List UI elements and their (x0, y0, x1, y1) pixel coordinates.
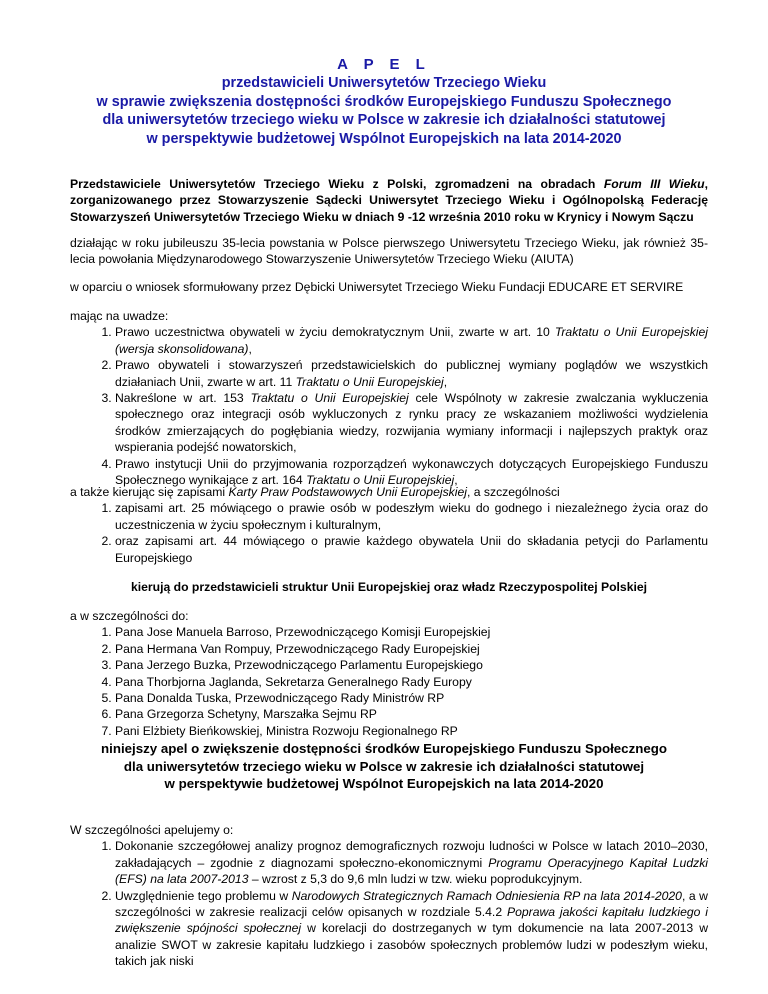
list-item: 1. Pana Jose Manuela Barroso, Przewodniczącego Komisji Europejskiej (115, 624, 708, 640)
list-item: 4. Prawo instytucji Unii do przyjmowania rozporządzeń wykonawczych dotyczących Europejskiego Funduszu Społecznego wynikające z art. 164 Traktatu o Unii Europejskiej, (115, 456, 708, 489)
charter-list (70, 500, 708, 566)
header-line-1: przedstawicieli Uniwersytetów Trzeciego Wieku (221, 75, 547, 91)
list-item: 1. Dokonanie szczegółowej analizy prognoz demograficznych rozwoju ludności w Polsce w latach 2010–2030, zakładających – zgodnie z diagnozami społeczno-ekonomicznymi Programu Operacyjnego Kapitał Ludzki (EFS) na lata 2007-2013 – wzrost z 5,3 do 9,6 mln ludzi w tzw. wieku poprodukcyjnym. (115, 838, 708, 887)
charter-section (70, 484, 708, 566)
intro-paragraph-1 (70, 176, 708, 225)
requests-section (70, 822, 708, 970)
list-item: 2. Prawo obywateli i stowarzyszeń przedstawicielskich do publicznej wymiany poglądów we wszystkich działaniach Unii, zwarte w art. 11 Traktatu o Unii Europejskiej, (115, 357, 708, 390)
appeal-title-line-1: niniejszy apel o zwiększenie dostępności środków Europejskiego Funduszu Społecznego (101, 741, 667, 756)
considering-section (70, 308, 708, 488)
recipients-lead: a w szczególności do: (70, 609, 189, 623)
header-line-2: w sprawie zwiększenia dostępności środków Europejskiego Funduszu Społecznego (96, 93, 672, 110)
considering-list (70, 324, 708, 488)
list-item: 5. Pana Donalda Tuska, Przewodniczącego Rady Ministrów RP (115, 690, 708, 706)
list-item: 4. Pana Thorbjorna Jaglanda, Sekretarza Generalnego Rady Europy (115, 674, 708, 690)
intro-p1-rest: , zorganizowanego przez Stowarzyszenie Sądecki Uniwersytet Trzeciego Wieku i Ogólnopolską Federację Stowarzyszeń Uniwersytetów Trzeciego Wieku w dniach 9 -12 września 2010 roku w Krynicy i Nowym Sączu (70, 177, 708, 224)
list-item: 1. zapisami art. 25 mówiącego o prawie osób w podeszłym wieku do godnego i niezależnego życia oraz do uczestniczenia w życiu społecznym i kulturalnym, (115, 500, 708, 533)
charter-lead: a także kierując się zapisami Karty Praw Podstawowych Unii Europejskiej, a szczególności (70, 485, 560, 499)
list-item: 1. Prawo uczestnictwa obywateli w życiu demokratycznym Unii, zwarte w art. 10 Traktatu o Unii Europejskiej (wersja skonsolidowana), (115, 324, 708, 357)
list-item: 2. Uwzględnienie tego problemu w Narodowych Strategicznych Ramach Odniesienia RP na lata 2014-2020, a w szczególności w zakresie realizacji celów opisanych w rozdziale 5.4.2 Poprawa jakości kapitału ludzkiego i zwiększenie spójności społecznej w korelacji do dostrzeganych w tym dokumencie na lata 2007-2013 w analizie SWOT w zakresie kapitału ludzkiego i zasobów społecznych problemów ludzi w podeszłym wieku, takich jak niski (115, 888, 708, 970)
requests-lead: W szczególności apelujemy o: (70, 823, 234, 837)
intro-p1-text: Przedstawiciele Uniwersytetów Trzeciego Wieku z Polski, zgromadzeni na obradach (70, 177, 604, 191)
appeal-title-line-2: dla uniwersytetów trzeciego wieku w Polsce w zakresie ich działalności statutowej (123, 758, 645, 774)
recipients-list (70, 624, 708, 739)
header-line-3: dla uniwersytetów trzeciego wieku w Polsce w zakresie ich działalności statutowej (102, 112, 666, 128)
apel-heading: A P E L (337, 56, 431, 73)
list-item: 6. Pana Grzegorza Schetyny, Marszałka Sejmu RP (115, 706, 708, 722)
header-line-4: w perspektywie budżetowej Wspólnot Europejskich na lata 2014-2020 (146, 130, 622, 147)
forum-name: Forum III Wieku (603, 177, 705, 191)
considering-lead: mając na uwadze: (70, 309, 169, 323)
appeal-title-line-3: w perspektywie budżetowej Wspólnot Europejskich na lata 2014-2020 (164, 776, 604, 791)
list-item: 3. Nakreślone w art. 153 Traktatu o Unii Europejskiej cele Wspólnoty w zakresie zwalczania wykluczenia społecznego oraz integracji osób wykluczonych z rynku pracy ze wskazaniem możliwości wydzielenia środków zmierzających do pogłębiania wiedzy, rozwijania wymiany informacji i najlepszych praktyk oraz wspierania podejść nowatorskich, (115, 390, 708, 456)
intro-paragraph-2: działając w roku jubileuszu 35-lecia powstania w Polsce pierwszego Uniwersytetu Trzeciego Wieku, jak również 35-lecia powołania Międzynarodowego Stowarzyszenie Uniwersytetów Trzeciego Wieku (AIUTA) (70, 236, 708, 267)
appeal-title (60, 740, 708, 793)
list-item: 2. oraz zapisami art. 44 mówiącego o prawie każdego obywatela Unii do składania petycji do Parlamentu Europejskiego (115, 533, 708, 566)
document-header (60, 55, 708, 148)
list-item: 3. Pana Jerzego Buzka, Przewodniczącego Parlamentu Europejskiego (115, 657, 708, 673)
list-item: 7. Pani Elżbiety Bieńkowskiej, Ministra Rozwoju Regionalnego RP (115, 723, 708, 739)
requests-list (70, 838, 708, 969)
intro-paragraph-3: w oparciu o wniosek sformułowany przez Dębicki Uniwersytet Trzeciego Wieku Fundacji EDUCARE ET SERVIRE (70, 280, 684, 294)
recipients-section (70, 608, 708, 739)
addressing-line: kierują do przedstawicieli struktur Unii Europejskiej oraz władz Rzeczypospolitej Polskiej (130, 580, 648, 594)
list-item: 2. Pana Hermana Van Rompuy, Przewodniczącego Rady Europejskiej (115, 641, 708, 657)
